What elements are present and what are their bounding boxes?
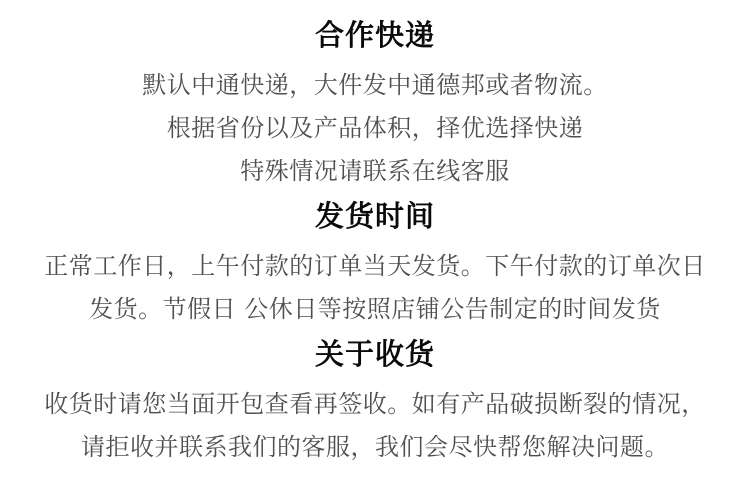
shipping-time-line-2: 发货。节假日 公休日等按照店铺公告制定的时间发货	[89, 295, 661, 323]
section-about-receiving	[0, 331, 750, 469]
about-receiving-line-1: 收货时请您当面开包查看再签收。如有产品破损断裂的情况，	[44, 390, 706, 418]
shipping-time-heading: 发货时间	[314, 199, 435, 233]
about-receiving-line-2: 请拒收并联系我们的客服，我们会尽快帮您解决问题。	[81, 433, 669, 461]
cooperation-express-line-1: 默认中通快递，大件发中通德邦或者物流。	[142, 71, 608, 99]
section-shipping-time	[0, 193, 750, 331]
section-cooperation-express	[0, 12, 750, 193]
cooperation-express-line-2: 根据省份以及产品体积，择优选择快递	[166, 114, 584, 142]
cooperation-express-line-3: 特殊情况请联系在线客服	[240, 157, 510, 185]
about-receiving-heading: 关于收货	[314, 337, 435, 371]
shipping-time-line-1: 正常工作日，上午付款的订单当天发货。下午付款的订单次日	[44, 252, 706, 280]
cooperation-express-heading: 合作快递	[314, 18, 435, 52]
